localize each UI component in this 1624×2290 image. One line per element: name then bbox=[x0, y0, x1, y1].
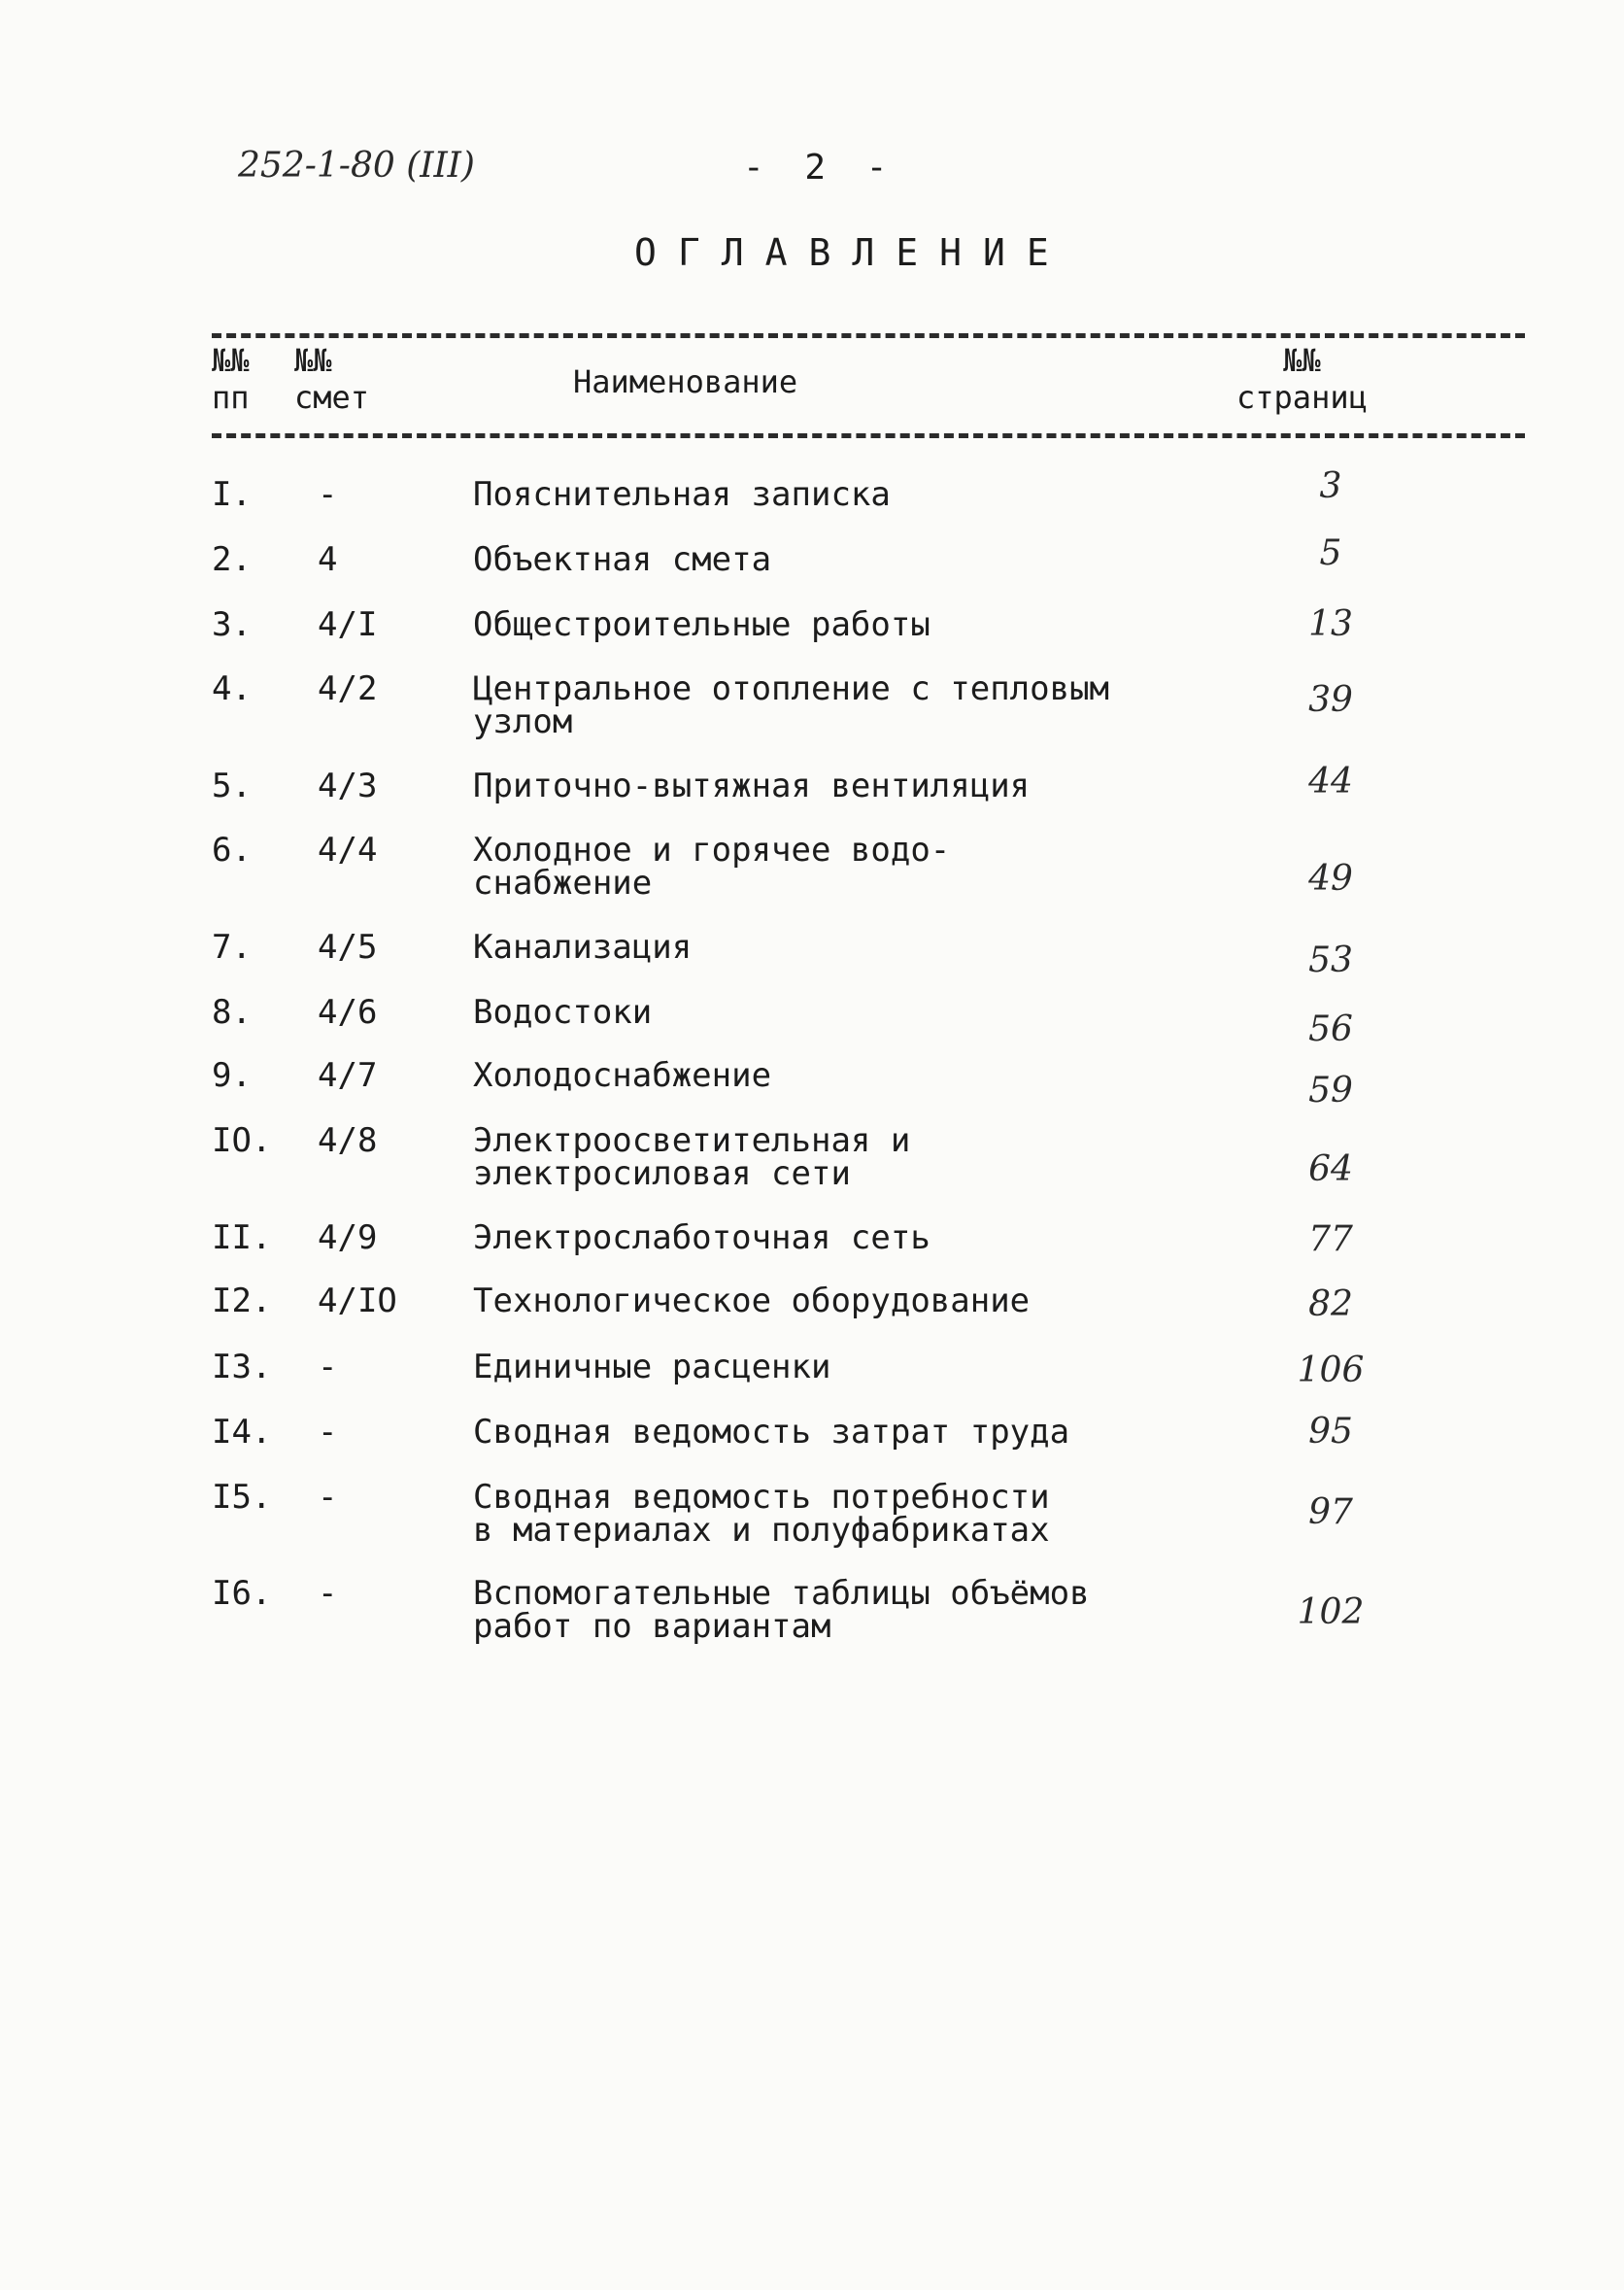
row-page-number: 82 bbox=[1308, 1284, 1353, 1324]
row-estimate-number: 4/8 bbox=[318, 1121, 378, 1160]
row-number: 2. bbox=[212, 540, 252, 579]
document-code: 252-1-80 (III) bbox=[238, 146, 475, 186]
row-number: I4. bbox=[212, 1413, 272, 1452]
row-title: Холодоснабжение bbox=[473, 1056, 772, 1095]
row-number: 7. bbox=[212, 928, 252, 967]
row-number: I3. bbox=[212, 1348, 272, 1386]
row-title: Сводная ведомость потребности в материалах и полуфабрикатах bbox=[473, 1478, 1050, 1550]
column-header-pp-line2: пп bbox=[212, 379, 250, 416]
row-page-number: 53 bbox=[1308, 940, 1353, 980]
row-estimate-number: 4/2 bbox=[318, 669, 378, 708]
page-title: ОГЛАВЛЕНИЕ bbox=[634, 231, 1070, 274]
row-page-number: 39 bbox=[1308, 680, 1353, 720]
row-title: Единичные расценки bbox=[473, 1348, 831, 1386]
row-page-number: 97 bbox=[1308, 1492, 1353, 1532]
row-page-number: 95 bbox=[1308, 1412, 1353, 1452]
row-page-number: 49 bbox=[1308, 859, 1353, 899]
row-estimate-number: 4 bbox=[318, 540, 338, 579]
row-number: I2. bbox=[212, 1282, 272, 1320]
row-title: Вспомогательные таблицы объёмов работ по вариантам bbox=[473, 1574, 1090, 1646]
row-page-number: 64 bbox=[1308, 1149, 1353, 1189]
row-title: Технологическое оборудование bbox=[473, 1282, 1031, 1320]
row-page-number: 59 bbox=[1308, 1071, 1353, 1111]
row-number: I5. bbox=[212, 1478, 272, 1517]
row-number: 6. bbox=[212, 831, 252, 870]
row-estimate-number: 4/5 bbox=[318, 928, 378, 967]
row-number: 4. bbox=[212, 669, 252, 708]
header-bottom-divider bbox=[212, 433, 1525, 438]
row-title: Электрослаботочная сеть bbox=[473, 1218, 930, 1257]
row-number: 8. bbox=[212, 993, 252, 1032]
row-title: Общестроительные работы bbox=[473, 605, 930, 644]
column-header-pages-line1: №№ bbox=[1283, 342, 1321, 379]
row-number: 3. bbox=[212, 605, 252, 644]
row-title: Холодное и горячее водо- снабжение bbox=[473, 831, 951, 903]
row-number: 5. bbox=[212, 767, 252, 805]
row-estimate-number: 4/6 bbox=[318, 993, 378, 1032]
row-estimate-number: - bbox=[318, 1413, 338, 1452]
row-title: Центральное отопление с тепловым узлом bbox=[473, 669, 1110, 741]
row-estimate-number: - bbox=[318, 475, 338, 514]
row-estimate-number: 4/I bbox=[318, 605, 378, 644]
row-page-number: 5 bbox=[1319, 533, 1342, 573]
row-page-number: 56 bbox=[1308, 1009, 1353, 1049]
column-header-smet-line2: смет bbox=[294, 379, 370, 416]
row-number: IO. bbox=[212, 1121, 272, 1160]
column-header-pages bbox=[1236, 342, 1368, 416]
row-page-number: 3 bbox=[1319, 466, 1342, 506]
row-number: I6. bbox=[212, 1574, 272, 1613]
row-number: II. bbox=[212, 1218, 272, 1257]
row-estimate-number: 4/3 bbox=[318, 767, 378, 805]
row-number: 9. bbox=[212, 1056, 252, 1095]
row-estimate-number: - bbox=[318, 1574, 338, 1613]
row-title: Сводная ведомость затрат труда bbox=[473, 1413, 1070, 1452]
page-number: - 2 - bbox=[743, 148, 897, 188]
column-header-smet-line1: №№ bbox=[294, 342, 332, 379]
row-title: Канализация bbox=[473, 928, 693, 967]
row-page-number: 106 bbox=[1297, 1350, 1365, 1390]
column-header-pp bbox=[212, 342, 250, 416]
row-title: Водостоки bbox=[473, 993, 653, 1032]
row-page-number: 13 bbox=[1308, 604, 1353, 644]
row-estimate-number: 4/9 bbox=[318, 1218, 378, 1257]
row-page-number: 77 bbox=[1308, 1219, 1353, 1259]
row-estimate-number: - bbox=[318, 1478, 338, 1517]
row-estimate-number: 4/4 bbox=[318, 831, 378, 870]
row-title: Объектная смета bbox=[473, 540, 772, 579]
row-estimate-number: 4/IO bbox=[318, 1282, 397, 1320]
row-page-number: 44 bbox=[1308, 762, 1353, 802]
row-estimate-number: 4/7 bbox=[318, 1056, 378, 1095]
row-number: I. bbox=[212, 475, 252, 514]
column-header-pp-line1: №№ bbox=[212, 342, 250, 379]
row-title: Пояснительная записка bbox=[473, 475, 891, 514]
header-top-divider bbox=[212, 333, 1525, 338]
column-header-pages-line2: страниц bbox=[1236, 379, 1368, 416]
row-page-number: 102 bbox=[1297, 1592, 1365, 1632]
row-title: Приточно-вытяжная вентиляция bbox=[473, 767, 1031, 805]
column-header-smet bbox=[294, 342, 369, 416]
row-estimate-number: - bbox=[318, 1348, 338, 1386]
row-title: Электроосветительная и электросиловая сети bbox=[473, 1121, 911, 1193]
column-header-name: Наименование bbox=[573, 363, 798, 400]
